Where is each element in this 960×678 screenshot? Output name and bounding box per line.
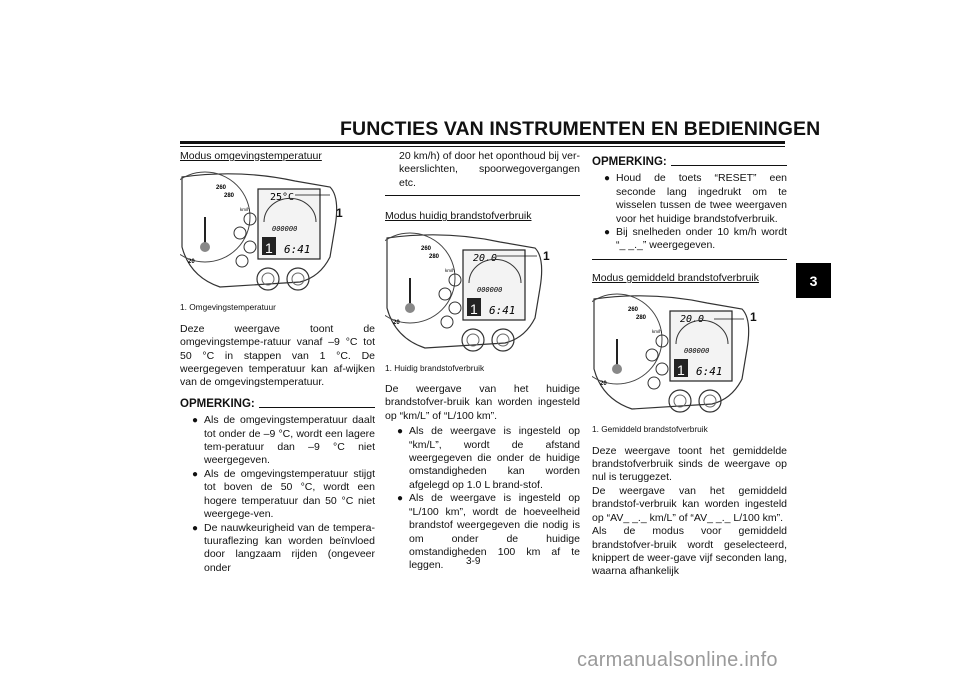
note-end-rule [385,195,580,196]
lcd-odometer: 000000 [477,285,503,294]
speed-label-20: 20 [188,259,195,266]
list-item-text: Bij snelheden onder 10 km/h wordt “_ _._” weergegeven. [616,226,787,252]
figure-dashboard-average-fuel [592,289,757,417]
watermark: carmanualsonline.info [577,649,778,671]
lcd-fuel-readout: 20.0 [680,314,705,326]
lcd-clock: 6:41 [489,303,516,317]
list-item [190,414,375,468]
list-item [395,425,580,492]
speed-label-260: 260 [628,307,639,314]
header-rule-thin [180,146,785,147]
list-item-text: Als de omgevingstemperatuur daalt tot onder de –9 °C, wordt een lagere tem-peratuur dan –9 °C niet weergegeven. [204,414,375,467]
note-title-rule [671,165,787,166]
figure-caption: 1. Gemiddeld brandstofverbruik [592,424,708,435]
figure-dashboard-temp [180,167,343,295]
list-item-text: De nauwkeurigheid van de tempera-tuuraflezing kan worden beïnvloed door langzaam rijden (ongeveer onder [204,521,375,574]
section-heading-ambient-temp: Modus omgevingstemperatuur [180,150,322,162]
dashboard-illustration [385,228,545,356]
lcd-speed-digit: 1 [265,240,273,257]
list-item-text: Als de omgevingstemperatuur stijgt tot boven de 50 °C, wordt een hogere temperatuur dan 50 °C niet weergege-ven. [204,467,375,521]
note-end-rule [592,259,787,260]
bullet-icon: ● [397,493,404,505]
lcd-speed-digit: 1 [470,300,478,317]
lcd-speed-digit: 1 [677,362,685,379]
paragraph: Deze weergave toont het gemiddelde brandstofverbruik sinds de weergave op nul is teruggezet. [592,444,787,484]
bullet-icon: ● [604,227,611,239]
list-item [190,468,375,522]
speed-label-20: 20 [600,381,607,388]
section-heading-average-fuel: Modus gemiddeld brandstofverbruik [592,271,759,284]
header-rule [180,141,785,144]
lcd-fuel-readout: 20.0 [473,252,498,264]
speed-label-260: 260 [421,245,432,252]
note-bullets [592,172,787,252]
column-2 [385,150,580,573]
note-title [180,398,375,411]
page-number: 3-9 [466,556,481,567]
speed-label-20: 20 [393,319,400,326]
dashboard-illustration [180,167,340,295]
figure-caption: 1. Omgevingstemperatuur [180,302,276,313]
bullet-icon: ● [604,173,611,185]
note-bullets [180,414,375,575]
lcd-clock: 6:41 [696,365,723,379]
callout-number: 1 [750,310,757,325]
bullets [385,425,580,572]
figure-dashboard-current-fuel [385,228,550,356]
note-title-text: OPMERKING: [180,397,255,410]
lcd-temp-readout: 25°C [270,192,295,204]
page-header-title: FUNCTIES VAN INSTRUMENTEN EN BEDIENINGEN [340,118,821,140]
lcd-odometer: 000000 [684,347,710,356]
column-3 [592,150,787,579]
note-title [592,156,787,169]
lcd-odometer: 000000 [272,225,298,234]
list-item-text: Houd de toets “RESET” een seconde lang ingedrukt om te wisselen tussen de twee weergaven voor het huidige brandstofverbruik. [616,172,787,225]
callout-number: 1 [336,206,343,221]
kmh-label: km/h [445,267,455,273]
figure-caption: 1. Huidig brandstofverbruik [385,362,485,373]
bullet-icon: ● [192,468,199,480]
speed-label-280: 280 [224,193,235,200]
list-item-text: Als de weergave is ingesteld op “L/100 km”, wordt de hoeveelheid brandstof weergegeven die nodig is om onder de huidige omstandigheden 100 km af te leggen. [409,492,580,572]
note-title-rule [259,407,375,408]
list-item [395,492,580,572]
list-item [190,522,375,576]
list-item-text: Als de weergave is ingesteld op “km/L”, wordt de afstand weergegeven die onder de huidige omstandigheden kan worden afgelegd op 1.0 L brand-stof. [409,425,580,491]
callout-number: 1 [543,248,550,263]
bullet-icon: ● [192,522,199,534]
continued-text: 20 km/h) of door het oponthoud bij ver-keerslichten, spoorwegovergangen etc. [399,150,580,189]
paragraph: Als de modus voor gemiddeld brandstofver-bruik wordt geselecteerd, knippert de weer-gave vijf seconden lang, waarna afhankelijk [592,525,787,578]
speed-label-280: 280 [636,315,647,322]
note-title-text: OPMERKING: [592,156,667,168]
paragraph: Deze weergave toont de omgevingstempe-ratuur vanaf –9 °C tot 50 °C in stappen van 1 °C. De weergegeven temperatuur kan af-wijken van de omgevingstemperatuur. [180,322,375,389]
kmh-label: km/h [240,207,250,213]
lcd-clock: 6:41 [284,243,311,257]
list-item [602,172,787,226]
bullet-icon: ● [397,426,404,438]
dashboard-illustration [592,289,752,417]
chapter-tab: 3 [796,263,831,298]
column-1 [180,150,375,575]
list-item [602,226,787,253]
kmh-label: km/h [652,329,662,335]
paragraph: De weergave van het huidige brandstofver-bruik kan worden ingesteld op “km/L” of “L/100 km”. [385,383,580,422]
bullet-icon: ● [192,415,199,427]
speed-label-260: 260 [216,185,227,192]
section-heading-current-fuel: Modus huidig brandstofverbruik [385,210,532,223]
speed-label-280: 280 [429,253,440,260]
paragraph: De weergave van het gemiddeld brandstof-verbruik kan worden ingesteld op “AV_ _._ km/L” of “AV_ _._ L/100 km”. [592,484,787,524]
